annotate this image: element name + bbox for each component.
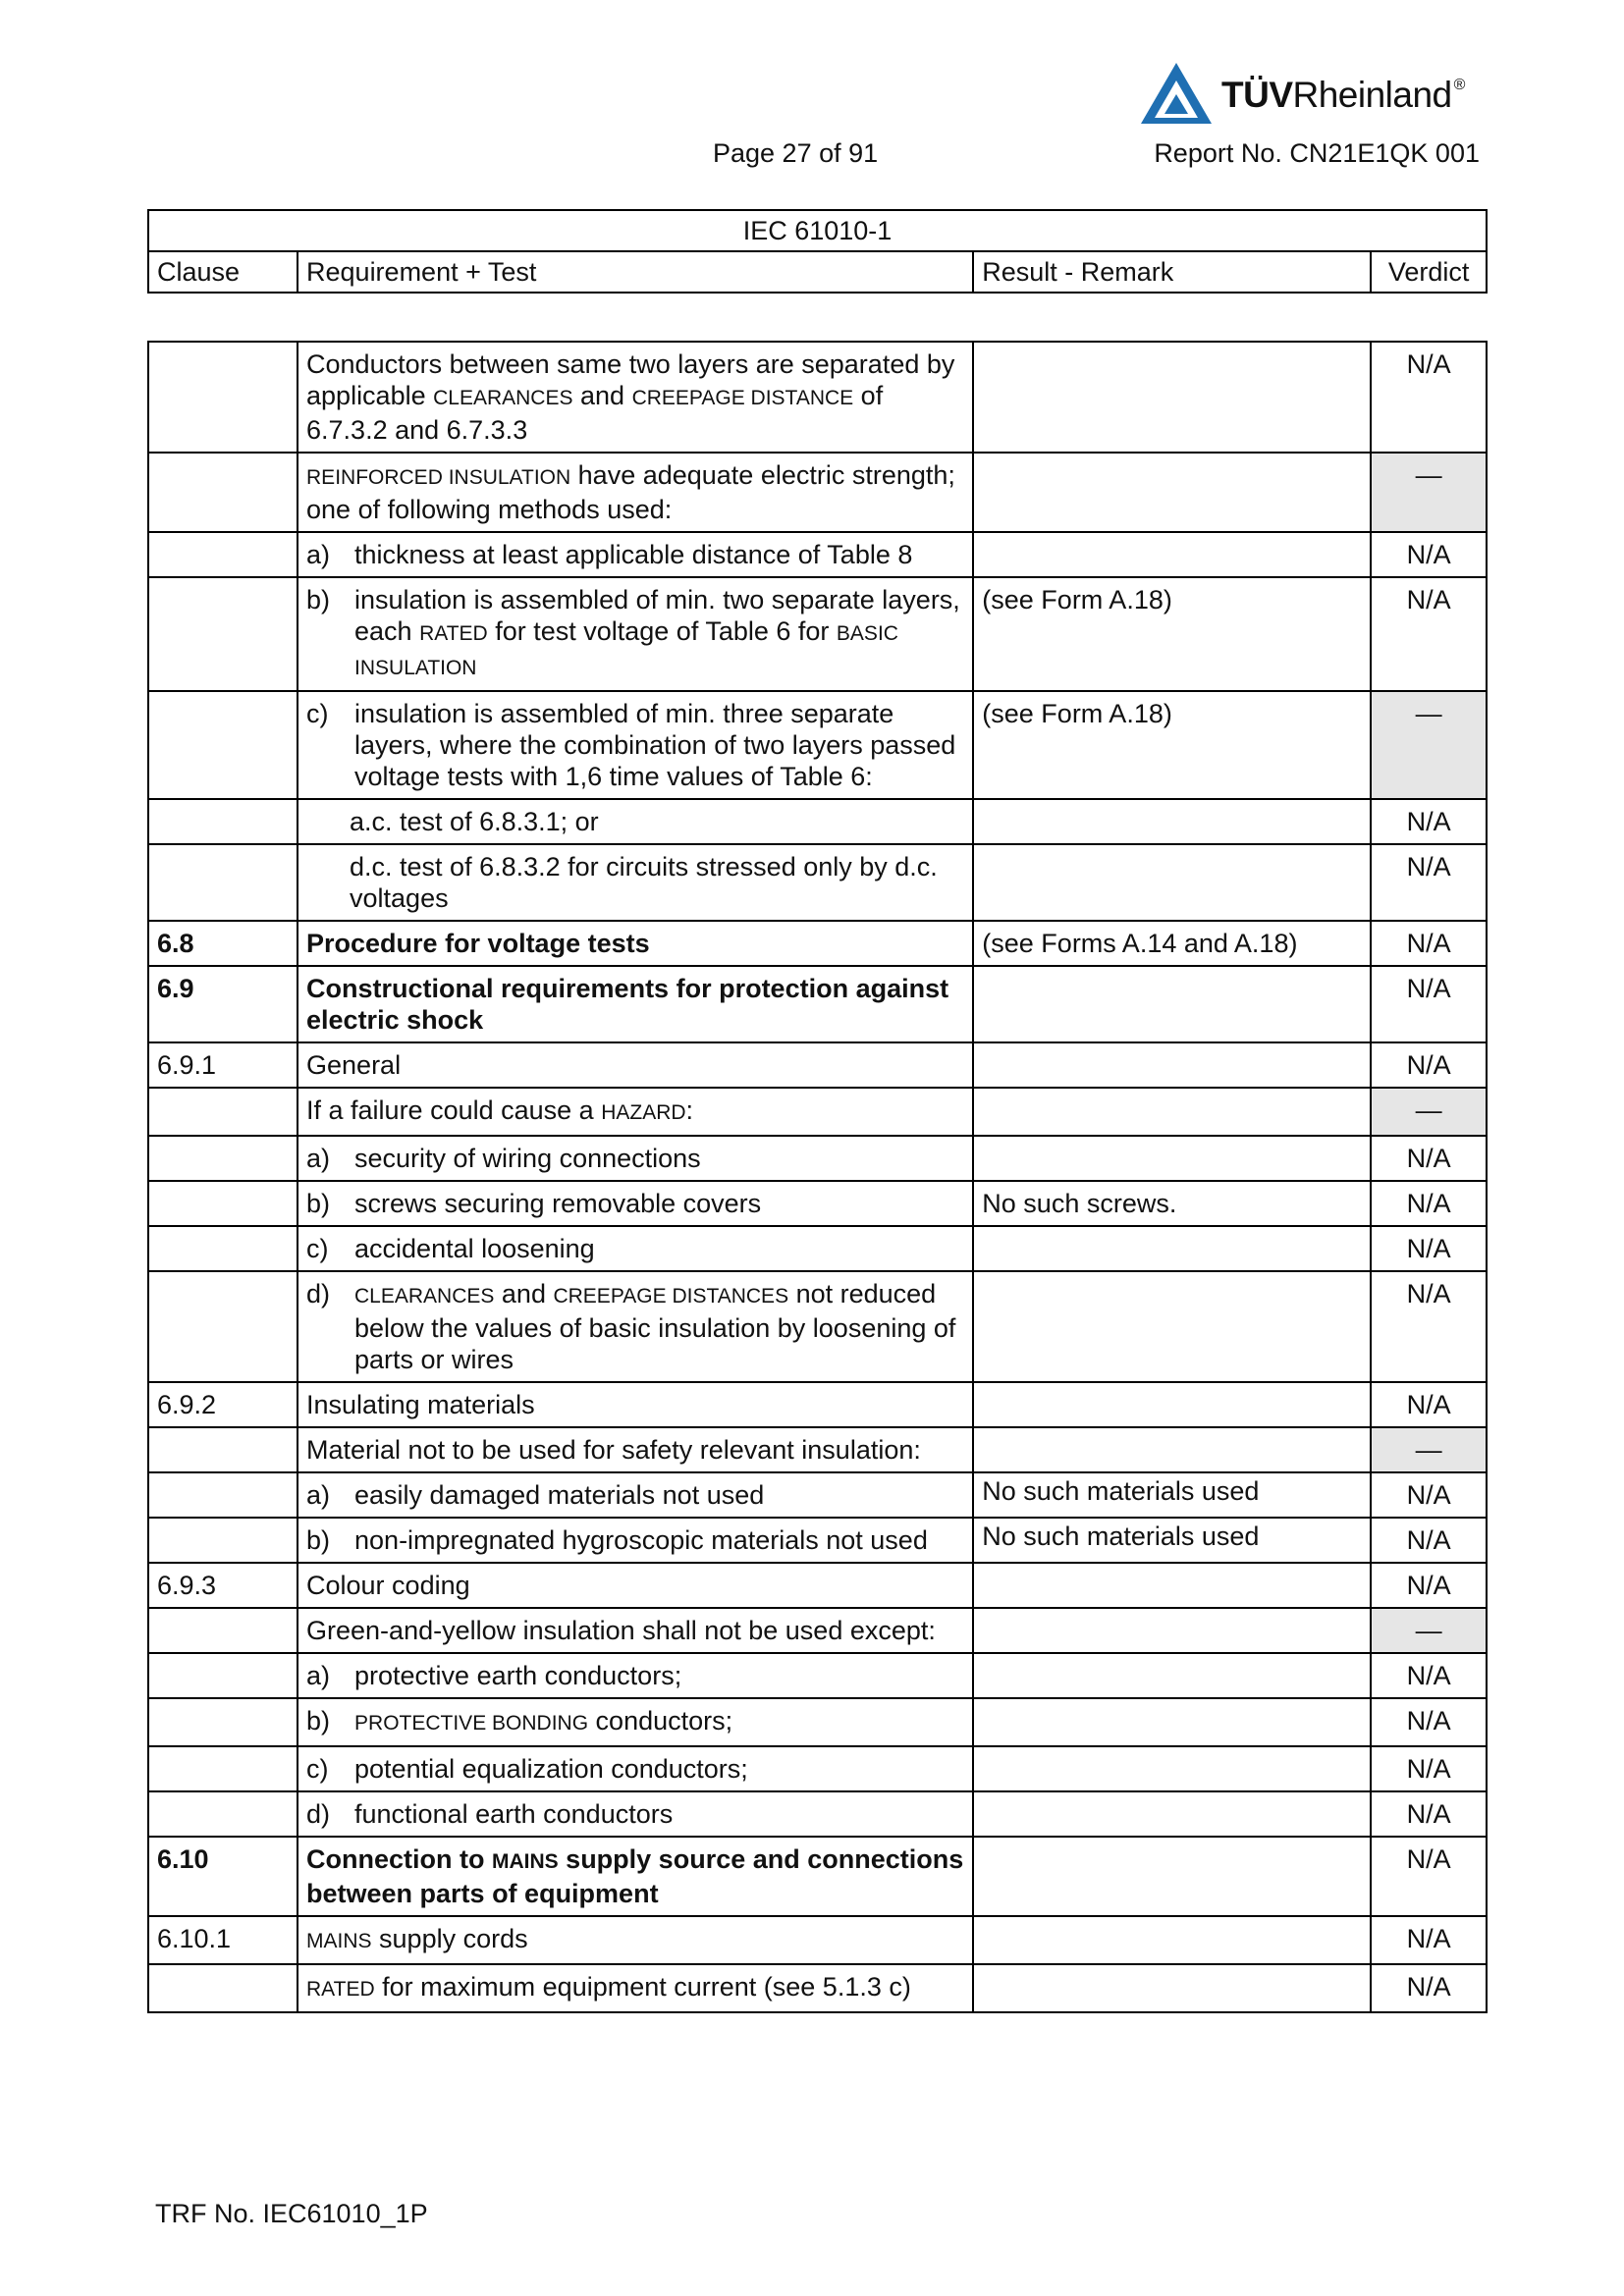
verdict-cell: — xyxy=(1371,1427,1487,1472)
clause-cell xyxy=(148,1271,298,1382)
clause-cell xyxy=(148,532,298,577)
verdict-cell: N/A xyxy=(1371,1181,1487,1226)
result-cell xyxy=(973,1964,1371,2012)
verdict-cell: N/A xyxy=(1371,532,1487,577)
verdict-cell: N/A xyxy=(1371,1136,1487,1181)
table-row xyxy=(148,799,1487,844)
result-cell xyxy=(973,1136,1371,1181)
requirement-cell: General xyxy=(298,1042,973,1088)
clause-cell xyxy=(148,342,298,453)
verdict-cell: N/A xyxy=(1371,1518,1487,1563)
requirement-cell: b) screws securing removable covers xyxy=(298,1181,973,1226)
table-row xyxy=(148,1791,1487,1837)
clause-cell: 6.9.2 xyxy=(148,1382,298,1427)
table-row xyxy=(148,1088,1487,1136)
result-cell xyxy=(973,1226,1371,1271)
result-cell: No such screws. xyxy=(973,1181,1371,1226)
verdict-cell: — xyxy=(1371,453,1487,532)
verdict-cell: N/A xyxy=(1371,799,1487,844)
table-row xyxy=(148,691,1487,799)
verdict-cell: N/A xyxy=(1371,844,1487,921)
table-row xyxy=(148,453,1487,532)
clause-cell: 6.9.1 xyxy=(148,1042,298,1088)
tuv-rheinland-logo xyxy=(1139,61,1492,128)
table-row xyxy=(148,1382,1487,1427)
requirement-cell: Connection to MAINS supply source and connections between parts of equipment xyxy=(298,1837,973,1916)
table-row xyxy=(148,1472,1487,1518)
verdict-cell: N/A xyxy=(1371,1563,1487,1608)
result-cell: (see Forms A.14 and A.18) xyxy=(973,921,1371,966)
requirement-cell: Procedure for voltage tests xyxy=(298,921,973,966)
clause-cell xyxy=(148,1698,298,1746)
verdict-cell: N/A xyxy=(1371,1226,1487,1271)
col-verdict-header: Verdict xyxy=(1371,251,1487,293)
table-row xyxy=(148,1964,1487,2012)
verdict-cell: — xyxy=(1371,691,1487,799)
table-row xyxy=(148,1181,1487,1226)
requirement-cell: a) easily damaged materials not used xyxy=(298,1472,973,1518)
table-row xyxy=(148,966,1487,1042)
requirement-cell: c) accidental loosening xyxy=(298,1226,973,1271)
requirement-cell: Colour coding xyxy=(298,1563,973,1608)
table-row xyxy=(148,532,1487,577)
result-cell xyxy=(973,1916,1371,1964)
verdict-cell: N/A xyxy=(1371,577,1487,691)
result-cell xyxy=(973,1746,1371,1791)
result-cell xyxy=(973,1042,1371,1088)
result-cell xyxy=(973,799,1371,844)
result-cell xyxy=(973,1837,1371,1916)
requirement-cell: If a failure could cause a HAZARD: xyxy=(298,1088,973,1136)
requirement-cell: d.c. test of 6.8.3.2 for circuits stressed only by d.c. voltages xyxy=(298,844,973,921)
verdict-cell: N/A xyxy=(1371,1042,1487,1088)
requirement-cell: a) security of wiring connections xyxy=(298,1136,973,1181)
clause-cell xyxy=(148,799,298,844)
result-cell: (see Form A.18) xyxy=(973,691,1371,799)
result-cell xyxy=(973,1563,1371,1608)
clause-cell xyxy=(148,844,298,921)
verdict-cell: N/A xyxy=(1371,1916,1487,1964)
table-row xyxy=(148,1136,1487,1181)
table-row xyxy=(148,1698,1487,1746)
requirement-cell: b) insulation is assembled of min. two separate layers, each RATED for test voltage of Table 6 for BASIC INSULATION xyxy=(298,577,973,691)
requirement-cell: a) protective earth conductors; xyxy=(298,1653,973,1698)
clause-cell xyxy=(148,1653,298,1698)
result-cell xyxy=(973,453,1371,532)
clause-cell xyxy=(148,1427,298,1472)
clause-cell xyxy=(148,1608,298,1653)
result-cell xyxy=(973,1698,1371,1746)
verdict-cell: N/A xyxy=(1371,1382,1487,1427)
clause-cell: 6.9.3 xyxy=(148,1563,298,1608)
result-cell xyxy=(973,342,1371,453)
report-number: Report No. CN21E1QK 001 xyxy=(1154,138,1480,168)
requirement-cell: Insulating materials xyxy=(298,1382,973,1427)
verdict-cell: N/A xyxy=(1371,1472,1487,1518)
page-number: Page 27 of 91 xyxy=(713,138,879,168)
table-row xyxy=(148,1427,1487,1472)
table-row xyxy=(148,1837,1487,1916)
result-cell xyxy=(973,966,1371,1042)
clause-cell: 6.10 xyxy=(148,1837,298,1916)
clause-cell xyxy=(148,1472,298,1518)
requirement-cell: Conductors between same two layers are separated by applicable CLEARANCES and CREEPAGE DISTANCE of 6.7.3.2 and 6.7.3.3 xyxy=(298,342,973,453)
table-row xyxy=(148,921,1487,966)
result-cell xyxy=(973,1791,1371,1837)
clause-cell: 6.10.1 xyxy=(148,1916,298,1964)
verdict-cell: N/A xyxy=(1371,1964,1487,2012)
requirement-cell: d) CLEARANCES and CREEPAGE DISTANCES not reduced below the values of basic insulation by loosening of parts or wires xyxy=(298,1271,973,1382)
col-result-header: Result - Remark xyxy=(973,251,1371,293)
verdict-cell: N/A xyxy=(1371,1837,1487,1916)
clause-cell xyxy=(148,1746,298,1791)
table-row xyxy=(148,342,1487,453)
verdict-cell: N/A xyxy=(1371,1791,1487,1837)
result-cell xyxy=(973,1088,1371,1136)
result-cell xyxy=(973,1427,1371,1472)
result-cell: No such materials used xyxy=(973,1472,1371,1518)
requirement-cell: Green-and-yellow insulation shall not be used except: xyxy=(298,1608,973,1653)
clause-cell xyxy=(148,1964,298,2012)
verdict-cell: N/A xyxy=(1371,921,1487,966)
table-row xyxy=(148,1746,1487,1791)
clause-cell xyxy=(148,1181,298,1226)
requirement-cell: RATED for maximum equipment current (see 5.1.3 c) xyxy=(298,1964,973,2012)
requirement-cell: b) PROTECTIVE BONDING conductors; xyxy=(298,1698,973,1746)
requirement-cell: Constructional requirements for protection against electric shock xyxy=(298,966,973,1042)
col-clause-header: Clause xyxy=(148,251,298,293)
table-row xyxy=(148,1518,1487,1563)
requirement-cell: c) insulation is assembled of min. three separate layers, where the combination of two layers passed voltage tests with 1,6 time values of Table 6: xyxy=(298,691,973,799)
standard-title: IEC 61010-1 xyxy=(148,210,1487,251)
requirement-cell: b) non-impregnated hygroscopic materials not used xyxy=(298,1518,973,1563)
requirements-table xyxy=(147,341,1488,2013)
table-row xyxy=(148,1226,1487,1271)
requirement-cell: a) thickness at least applicable distance of Table 8 xyxy=(298,532,973,577)
table-header xyxy=(147,209,1488,294)
clause-cell xyxy=(148,577,298,691)
clause-cell xyxy=(148,453,298,532)
table-row xyxy=(148,1608,1487,1653)
clause-cell: 6.8 xyxy=(148,921,298,966)
clause-cell: 6.9 xyxy=(148,966,298,1042)
col-requirement-header: Requirement + Test xyxy=(298,251,973,293)
requirement-cell: MAINS supply cords xyxy=(298,1916,973,1964)
verdict-cell: N/A xyxy=(1371,1271,1487,1382)
table-row xyxy=(148,1271,1487,1382)
clause-cell xyxy=(148,691,298,799)
requirement-cell: c) potential equalization conductors; xyxy=(298,1746,973,1791)
tuv-triangle-icon xyxy=(1139,61,1214,126)
clause-cell xyxy=(148,1518,298,1563)
table-row xyxy=(148,844,1487,921)
clause-cell xyxy=(148,1226,298,1271)
table-row xyxy=(148,1563,1487,1608)
footer-trf-number: TRF No. IEC61010_1P xyxy=(155,2199,428,2228)
clause-cell xyxy=(148,1088,298,1136)
verdict-cell: — xyxy=(1371,1088,1487,1136)
table-row xyxy=(148,1653,1487,1698)
result-cell: (see Form A.18) xyxy=(973,577,1371,691)
clause-cell xyxy=(148,1791,298,1837)
verdict-cell: N/A xyxy=(1371,966,1487,1042)
verdict-cell: — xyxy=(1371,1608,1487,1653)
clause-cell xyxy=(148,1136,298,1181)
result-cell xyxy=(973,1608,1371,1653)
table-row xyxy=(148,577,1487,691)
requirement-cell: a.c. test of 6.8.3.1; or xyxy=(298,799,973,844)
result-cell xyxy=(973,844,1371,921)
logo-wordmark: TÜVRheinland ® xyxy=(1221,75,1465,115)
requirement-cell: d) functional earth conductors xyxy=(298,1791,973,1837)
table-row xyxy=(148,1916,1487,1964)
result-cell xyxy=(973,1382,1371,1427)
requirement-cell: Material not to be used for safety relevant insulation: xyxy=(298,1427,973,1472)
verdict-cell: N/A xyxy=(1371,342,1487,453)
verdict-cell: N/A xyxy=(1371,1653,1487,1698)
verdict-cell: N/A xyxy=(1371,1746,1487,1791)
table-row xyxy=(148,1042,1487,1088)
verdict-cell: N/A xyxy=(1371,1698,1487,1746)
result-cell xyxy=(973,1271,1371,1382)
requirement-cell: REINFORCED INSULATION have adequate electric strength; one of following methods used: xyxy=(298,453,973,532)
result-cell: No such materials used xyxy=(973,1518,1371,1563)
result-cell xyxy=(973,532,1371,577)
result-cell xyxy=(973,1653,1371,1698)
